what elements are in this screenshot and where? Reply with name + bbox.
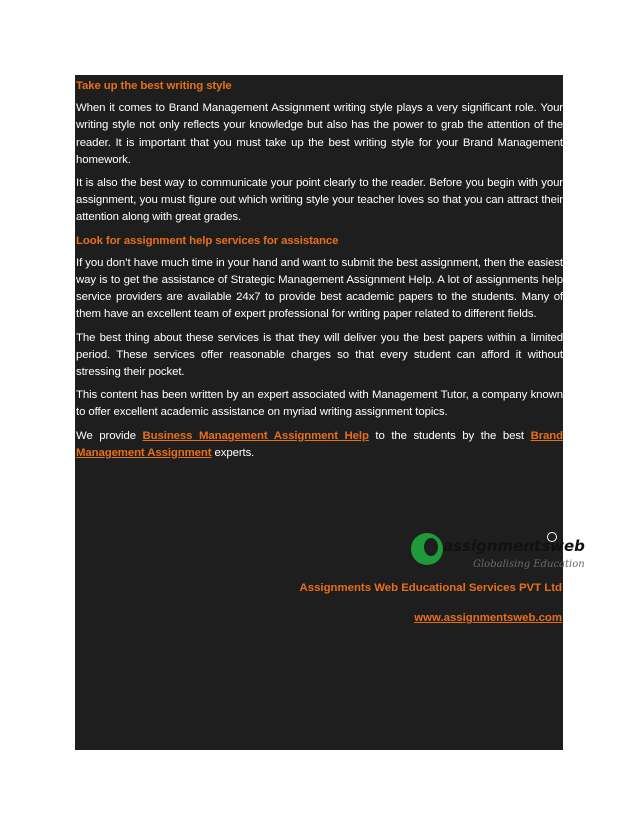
svg-text:Globalising Education: Globalising Education [473, 559, 585, 570]
document-body [76, 78, 563, 462]
paragraph-6 [76, 428, 563, 462]
brand-management-link[interactable]: Brand Management Assignment [76, 429, 564, 459]
paragraph-1: When it comes to Brand Management Assignment writing style plays a very significant role. Your writing style not only reflects your knowledge but also has the power to grab the attention of the reader. It is important that you must take up the best writing style for your Brand Management homework. [76, 102, 563, 166]
section-heading-writing-style: Take up the best writing style [76, 80, 232, 92]
paragraph-3: If you don’t have much time in your hand and want to submit the best assignment, then the easiest way is to get the assistance of Strategic Management Assignment Help. A lot of assignments help service providers are available 24x7 to provide best academic papers to the students. Many of them have an excellent team of expert professional for writing paper related to different fields. [76, 256, 563, 321]
svg-text:assignmentsweb: assignmentsweb [443, 537, 585, 555]
company-name: Assignments Web Educational Services PVT Ltd [299, 582, 562, 594]
website-link[interactable]: www.assignmentsweb.com [414, 612, 562, 624]
paragraph-2: It is also the best way to communicate your point clearly to the reader. Before you begin with your assignment, you must figure out which writing style your teacher loves so that you can attract their attention along with great grades. [76, 177, 563, 224]
assignmentsweb-logo [409, 525, 585, 573]
paragraph-4: The best thing about these services is that they will deliver you the best papers within a limited period. These services offer reasonable charges so that every student can afford it without stressing their pocket. [76, 331, 563, 379]
business-management-help-link[interactable]: Business Management Assignment Help [142, 429, 369, 442]
section-heading-help-services: Look for assignment help services for assistance [76, 234, 339, 247]
paragraph-6-text-a: We provide [76, 429, 143, 442]
document-page [75, 75, 585, 750]
paragraph-5: This content has been written by an expert associated with Management Tutor, a company known to offer excellent academic assistance on myriad writing assignment topics. [76, 389, 563, 419]
paragraph-6-text-c: experts. [211, 446, 255, 459]
paragraph-6-text-b: to the students by the best [368, 429, 531, 442]
